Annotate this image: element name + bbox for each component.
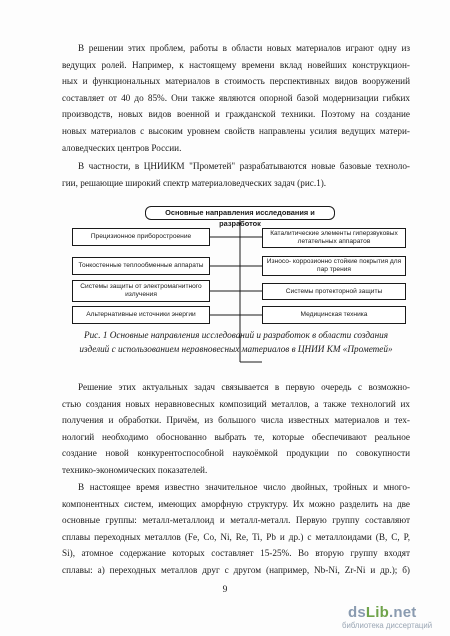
text-line: аловедческих центров России. (62, 142, 182, 153)
dslib-logo: dsLib.net (348, 604, 417, 621)
diagram-box-right-3: Системы протекторной защиты (262, 283, 406, 300)
text-line: гии, решающие широкий спектр материаловедческих задач (рис.1). (62, 177, 327, 188)
text-line: В частности, в ЦНИИКМ "Прометей" разрабатываются новые базовые техноло- (78, 161, 410, 171)
paragraph-2 (62, 158, 410, 191)
text-line: получения и обработки. Причём, из большого числа известных материалов и тех- (62, 415, 410, 426)
paragraph-3 (62, 379, 410, 479)
text-line: компонентных систем, имеющих аморфную структуру. Их можно разделить на две (62, 498, 410, 509)
text-line: основные группы: металл-металлоид и металл-металл. Первую группу составляют (62, 515, 410, 526)
caption-line: изделий с использованием неравновесных материалов в ЦНИИ КМ «Прометей» (79, 344, 393, 355)
text-line: сплавы переходных металлов (Fe, Co, Ni, Re, Ti, Pb и др.) с металлоидами (B, C, P, (62, 531, 410, 542)
text-line: В решении этих проблем, работы в области новых материалов играют одну из (78, 43, 410, 53)
paragraph-1 (62, 40, 410, 156)
text-line: составляет от 40 до 85%. Они также являются опорной базой модернизации гибких (62, 92, 410, 103)
diagram-box-right-1: Каталитические элементы гиперзвуковых летательных аппаратов (262, 228, 406, 248)
diagram-box-right-2: Износо- коррозионно стойкие покрытия для пар трения (262, 256, 406, 276)
dslib-subtitle: библиотека диссертаций (342, 621, 433, 630)
text-line: ных и функциональных материалов в стоимость перспективных видов вооружений (62, 76, 410, 87)
text-line: производств, новых видов военной и гражданской техники. Поэтому на создание (62, 109, 410, 120)
text-line: нологий необходимо обоснованно выбрать те, которые обеспечивают реальное (62, 431, 410, 442)
diagram-box-left-2: Тонкостенные теплообменные аппараты (72, 257, 210, 275)
diagram-box-right-4: Медицинская техника (262, 306, 406, 324)
text-line: новых материалов с высоким уровнем свойств направлены усилия ведущих матери- (62, 125, 410, 136)
diagram-box-left-3: Системы защиты от электромагнитного излучения (72, 280, 210, 302)
text-line: Решение этих актуальных задач связывается в первую очередь с возможно- (78, 382, 410, 392)
figure-caption (60, 328, 412, 357)
text-line: сплавы: а) переходных металлов друг с другом (например, Nb-Ni, Zr-Ni и др.); б) (62, 564, 410, 575)
page-number: 9 (222, 585, 228, 595)
text-line: Si), атомное содержание которых составляет 15-25%. Во вторую группу входят (62, 548, 410, 559)
diagram-title-box: Основные направления исследования и разработок (145, 206, 335, 220)
diagram-box-left-1: Прецизионное приборостроение (72, 228, 210, 246)
text-line: В настоящее время известно значительное число двойных, тройных и много- (78, 482, 410, 492)
dslib-watermark (342, 604, 448, 632)
text-line: создание новой конкурентоспособной наукоёмкой продукции по совокупности (62, 448, 410, 459)
caption-line: Рис. 1 Основные направления исследований и разработок в области создания (83, 330, 389, 340)
text-line: стью создания новых неравновесных композиций металлов, а также технологий их (62, 398, 410, 409)
diagram-box-left-4: Альтернативные источники энергии (72, 306, 210, 324)
text-line: ведущих ролей. Например, к настоящему времени вклад новейших конструкцион- (62, 59, 410, 70)
text-line: технико-экономических показателей. (62, 464, 208, 475)
paragraph-4 (62, 479, 410, 579)
